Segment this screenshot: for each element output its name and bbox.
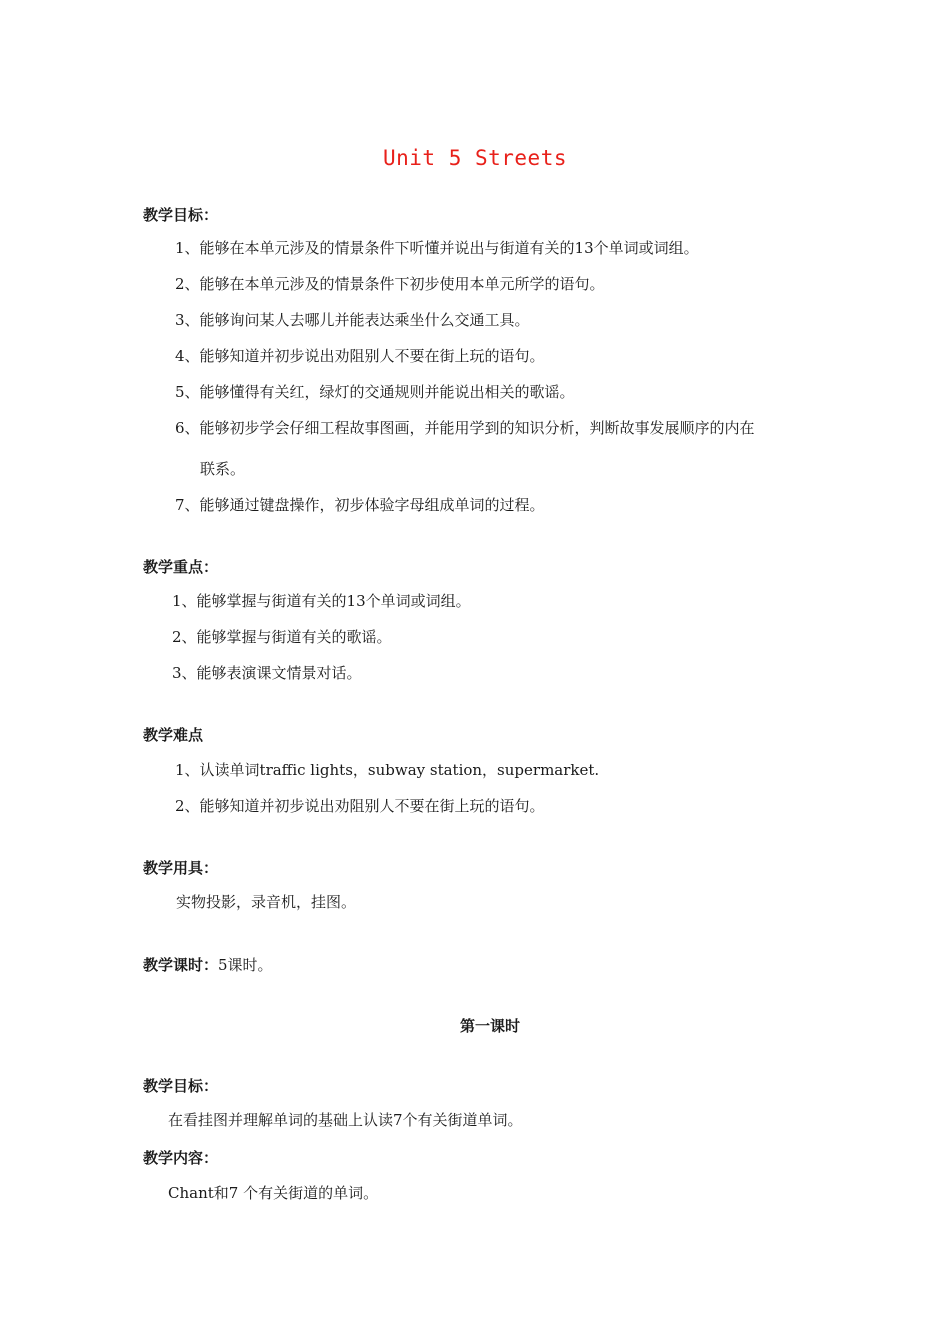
objective-item-2: 2、能够在本单元涉及的情景条件下初步使用本单元所学的语句。 bbox=[175, 275, 605, 293]
objective-item-4: 4、能够知道并初步说出劝阻别人不要在街上玩的语句。 bbox=[175, 347, 545, 365]
key-points-heading: 教学重点： bbox=[143, 558, 219, 576]
lesson1-objective-text: 在看挂图并理解单词的基础上认读7个有关街道单词。 bbox=[168, 1111, 523, 1129]
page-title: Unit 5 Streets bbox=[382, 146, 567, 170]
lesson1-content-text: Chant和7 个有关街道的单词。 bbox=[168, 1184, 379, 1202]
objective-item-1: 1、能够在本单元涉及的情景条件下听懂并说出与街道有关的13个单词或词组。 bbox=[175, 239, 699, 257]
key-point-3: 3、能够表演课文情景对话。 bbox=[172, 664, 362, 682]
objective-item-6: 6、能够初步学会仔细工程故事图画，并能用学到的知识分析，判断故事发展顺序的内在 bbox=[175, 419, 755, 437]
tools-text: 实物投影，录音机，挂图。 bbox=[176, 893, 357, 911]
hours-text: 5课时。 bbox=[218, 956, 273, 974]
difficulty-2: 2、能够知道并初步说出劝阻别人不要在街上玩的语句。 bbox=[175, 797, 545, 815]
key-point-2: 2、能够掌握与街道有关的歌谣。 bbox=[172, 628, 392, 646]
lesson1-objective-heading: 教学目标： bbox=[143, 1077, 219, 1095]
hours-heading: 教学课时： bbox=[143, 956, 219, 974]
objectives-heading: 教学目标： bbox=[143, 206, 219, 224]
difficulty-1: 1、认读单词traffic lights，subway station，supermarket. bbox=[175, 761, 600, 779]
difficulties-heading: 教学难点 bbox=[143, 726, 204, 744]
lesson1-heading: 第一课时 bbox=[459, 1017, 520, 1035]
lesson1-content-heading: 教学内容： bbox=[143, 1149, 219, 1167]
objective-item-7: 7、能够通过键盘操作，初步体验字母组成单词的过程。 bbox=[175, 496, 545, 514]
objective-item-5: 5、能够懂得有关红，绿灯的交通规则并能说出相关的歌谣。 bbox=[175, 383, 575, 401]
key-point-1: 1、能够掌握与街道有关的13个单词或词组。 bbox=[172, 592, 471, 610]
objective-item-3: 3、能够询问某人去哪儿并能表达乘坐什么交通工具。 bbox=[175, 311, 530, 329]
objective-item-6-cont: 联系。 bbox=[200, 460, 246, 478]
hours-line bbox=[143, 954, 273, 975]
tools-heading: 教学用具： bbox=[143, 859, 219, 877]
